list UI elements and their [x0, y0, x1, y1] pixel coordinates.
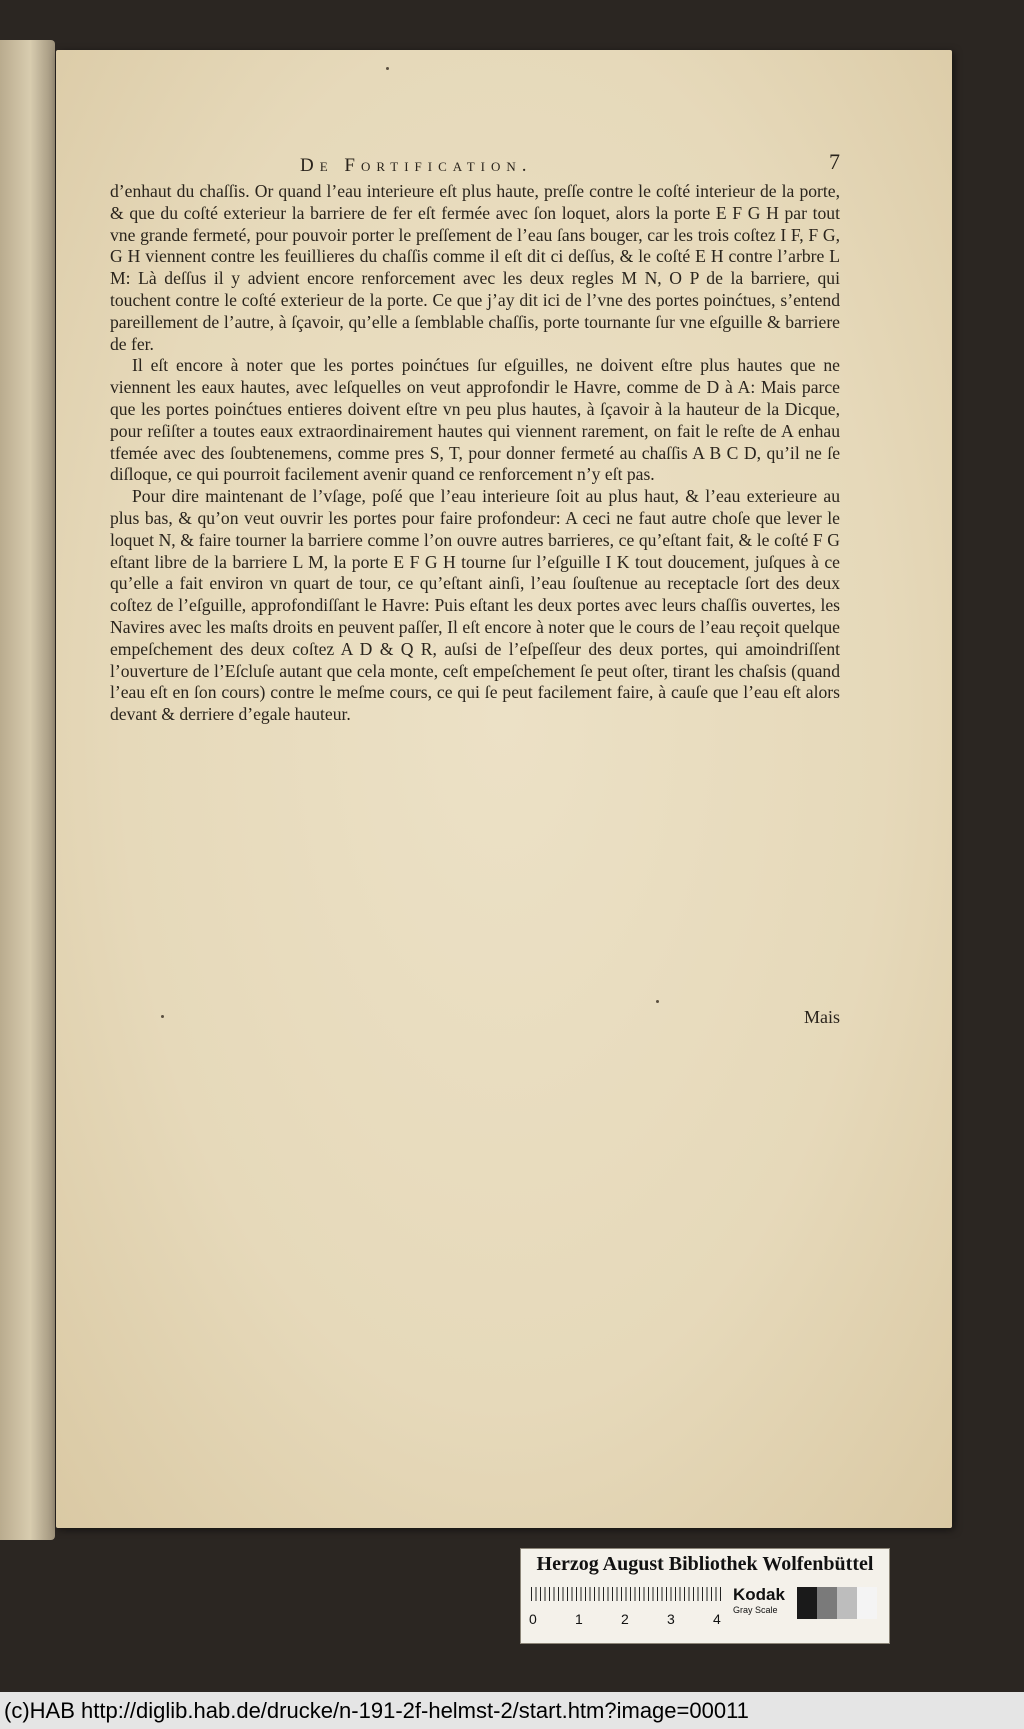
- paragraph: d’enhaut du chaſſis. Or quand l’eau interieure eſt plus haute, preſſe contre le coſté interieur de la porte, & que du coſté exterieur la barriere de fer eſt fermée avec ſon loquet, alors la porte E F G H par tout vne grande fermeté, pour pouvoir porter le preſſement de l’eau ſans bouger, car les trois coſtez I F, F G, G H viennent contre les feuillieres du chaſſis comme il eſt dit ci deſſus, & le coſté E H contre l’arbre L M: Là deſſus il y advient encore renforcement avec les deux regles M N, O P de la barriere, qui touchent contre le coſté exterieur de la porte. Ce que j’ay dit ici de l’vne des portes poinćtues, s’entend pareillement de l’autre, à ſçavoir, qu’elle a ſemblable chaſſis, porte tournante ſur vne eſguille & barriere de fer.: [110, 181, 840, 354]
- page-speck: [656, 1000, 659, 1003]
- catchword: Mais: [804, 1007, 840, 1027]
- running-head: [110, 149, 840, 181]
- ruler-number: 2: [621, 1611, 629, 1627]
- gray-scale-label: Gray Scale: [733, 1605, 778, 1615]
- paragraph: Pour dire maintenant de l’vſage, poſé que l’eau interieure ſoit au plus haut, & l’eau exterieure au plus bas, & qu’on veut ouvrir les portes pour faire profondeur: A ceci ne faut autre choſe que lever le loquet N, & faire tourner la barriere comme l’on ouvre autres barrieres, ce qu’eſtant fait, & le coſté F G eſtant libre de la barriere L M, la porte E F G H tourne ſur l’eſguille I K tout doucement, juſques à ce qu’elle a fait environ vn quart de tour, ce qu’eſtant ainſi, l’eau ſouſtenue au receptacle ſort des deux coſtez de l’eſguille, approfondiſſant le Havre: Puis eſtant les deux portes avec leurs chaſſis ouvertes, les Navires avec les maſts droits en peuvent paſſer, Il eſt encore à noter que le cours de l’eau reçoit quelque empeſchement des deux coſtez A D & Q R, auſsi de l’eſpeſſeur des deux portes, qui amoindriſſent l’ouverture de l’Eſcluſe autant que cela monte, ceſt empeſchement ſe peut oſter, tirant les chaſsis (quand l’eau eſt en ſon cours) contre le meſme cours, ce qui ſe peut facilement faire, à cauſe que l’eau eſt alors devant & derriere d’egale hauteur.: [110, 486, 840, 725]
- paragraph: Il eſt encore à noter que les portes poinćtues ſur eſguilles, ne doivent eſtre plus hautes que ne viennent les eaux hautes, avec leſquelles on veut approfondir le Havre, comme de D à A: Mais parce que les portes poinćtues entieres doivent eſtre vn peu plus hautes, à ſçavoir à la hauteur de la Dicque, pour reſiſter a toutes eaux extraordinairement hautes qui viennent rarement, on fait le reſte de A enhau tfemée avec des ſoubtenemens, comme pres S, T, pour donner fermeté au chaſſis A B C D, qu’il ne ſe diſloque, ce qui pourroit facilement avenir quand ce renforcement n’y eſt pas.: [110, 355, 840, 485]
- body-text: [110, 181, 840, 726]
- kodak-logo: [733, 1585, 785, 1615]
- ruler-number: 4: [713, 1611, 721, 1627]
- scale-ruler: [531, 1587, 721, 1607]
- color-calibration-target: [520, 1548, 890, 1644]
- ruler-number: 3: [667, 1611, 675, 1627]
- kodak-brand: Kodak: [733, 1585, 785, 1604]
- facing-page-edge: [0, 40, 55, 1540]
- ruler-number: 0: [529, 1611, 537, 1627]
- gray-patch: [857, 1587, 877, 1619]
- gray-patch: [837, 1587, 857, 1619]
- page-content: [110, 149, 840, 1027]
- gray-patches: [797, 1587, 877, 1619]
- book-page: [56, 50, 952, 1528]
- gray-patch: [817, 1587, 837, 1619]
- copyright-footer: (c)HAB http://diglib.hab.de/drucke/n-191-2f-helmst-2/start.htm?image=00011: [0, 1692, 1024, 1729]
- page-number: 7: [829, 149, 840, 174]
- gray-patch: [797, 1587, 817, 1619]
- ruler-ticks: [531, 1587, 721, 1601]
- ruler-number: 1: [575, 1611, 583, 1627]
- institution-label: Herzog August Bibliothek Wolfenbüttel: [536, 1553, 874, 1575]
- page-speck: [161, 1015, 164, 1018]
- page-speck: [386, 67, 389, 70]
- running-title: De Fortification.: [300, 155, 533, 176]
